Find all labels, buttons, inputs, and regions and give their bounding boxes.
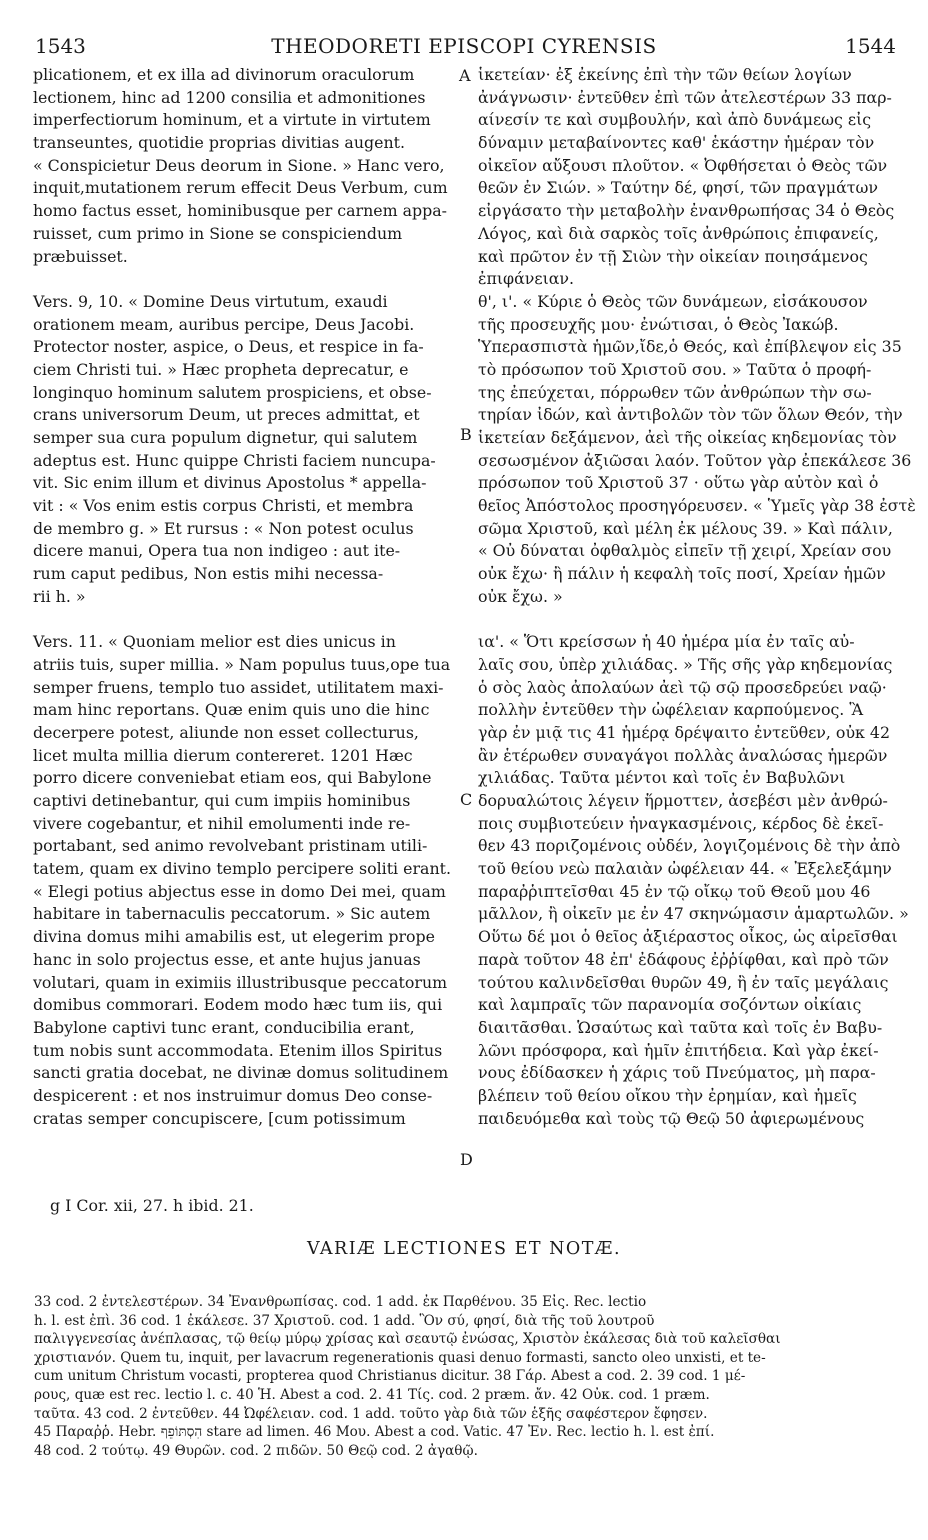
text-line: ποις συμβιοτεύειν ἠναγκασμένοις, κέρδος δὲ ἐκεῖ- [478,813,884,833]
margin-marker-b: B [460,425,472,444]
text-line: semper fruens, templo tuo assidet, utilitatem maxi- [33,677,444,697]
text-line: Protector noster, aspice, o Deus, et respice in fa- [33,337,424,357]
text-line: volutari, quam in eximiis illustribusque peccatorum [33,972,448,992]
text-line: cum unitum Christum vocasti, propterea quod Christianus dicitur. 38 Γάρ. Abest a cod. 2. 39 cod. 1 μέ- [34,1368,746,1385]
text-line: hanc in solo projectus esse, et ante hujus januas [33,949,421,969]
text-line: τοῦ θείου νεὼ παλαιὰν ὠφέλειαν 44. « Ἐξελεξάμην [478,859,892,879]
text-line: orationem meam, auribus percipe, Deus Jacobi. [33,314,415,334]
text-line: despicerent : et nos instruimur domus Deo conse- [33,1085,433,1105]
text-line: inquit,mutationem rerum effecit Deus Verbum, cum [33,178,448,198]
text-line: παρὰ τοῦτον 48 ἐπ' ἐδάφους ἐῤῥίφθαι, καὶ πρὸ τῶν [478,949,889,969]
text-line: rii h. » [33,586,86,606]
text-line: γὰρ ἐν μιᾷ τις 41 ἡμέρᾳ δρέψαιτο ἐντεῦθεν, οὐκ 42 [478,722,891,742]
text-line: tum nobis sunt accommodata. Etenim illos Spiritus [33,1040,443,1060]
text-line: transeuntes, quotidie proprias divitias augent. [33,133,405,153]
greek-paragraph-1 [478,64,898,291]
text-line: lectionem, hinc ad 1200 consilia et admonitiones [33,87,426,107]
text-line: Οὕτω δέ μοι ὁ θεῖος ἀξιέραστος οἶκος, ὡς αἱρεῖσθαι [478,927,898,947]
text-line: τὸ πρόσωπον τοῦ Χριστοῦ σου. » Ταῦτα ὁ προφή- [478,359,872,379]
text-line: παλιγγενεσίας ἀνέπλασας, τῷ θείῳ μύρῳ χρίσας καὶ σεαυτῷ ἐνώσας, Χριστὸν ἐκάλεσας διὰ τοῦ καλεῖσθαι [34,1331,781,1348]
text-line: mam hinc reportans. Quæ enim quis uno die hinc [33,700,430,720]
text-line: ruisset, cum primo in Sione se conspiciendum [33,223,403,243]
text-line: ciem Christi tui. » Hæc propheta deprecatur, e [33,359,409,379]
text-line: 45 Παραῤῥ. Hebr. הִסְתּוֹפֵף stare ad limen. 46 Μου. Abest a cod. Vatic. 47 Ἐν. Rec. lectio h. l. est ἐπί. [34,1424,715,1441]
text-line: captivi detinebantur, qui cum impiis hominibus [33,791,411,810]
text-line: θεῶν ἐν Σιών. » Ταύτην δέ, φησί, τῶν πραγμάτων [478,178,878,198]
text-line: οἰκεῖον αὔξουσι πλοῦτον. « Ὀφθήσεται ὁ Θεὸς τῶν [478,155,888,175]
text-line: portabant, sed animo revolvebant pristinam utili- [33,836,428,856]
text-line: Vers. 9, 10. « Domine Deus virtutum, exaudi [33,291,388,311]
text-line: σῶμα Χριστοῦ, καὶ μέλη ἐκ μέλους 39. » Καὶ πάλιν, [478,518,893,538]
text-line: βλέπειν τοῦ θείου οἴκου τὴν ἐρημίαν, καὶ ἡμεῖς [478,1085,857,1105]
text-line: πρόσωπον τοῦ Χριστοῦ 37 · οὕτω γὰρ αὐτὸν καὶ ὁ [478,473,879,493]
text-line: τηρίαν ἰδών, καὶ ἀντιβολῶν τὸν τῶν ὅλων Θεόν, τὴν [478,405,903,425]
text-line: νους ἐδίδασκεν ἡ χάρις τοῦ Πνεύματος, μὴ παρα- [478,1063,876,1083]
text-line: Babylone captivi tunc erant, conducibilia erant, [33,1017,415,1037]
text-line: καὶ πρῶτον ἐν τῇ Σιὼν τὴν οἰκείαν ποιησάμενος [478,246,868,266]
text-line: θεῖος Ἀπόστολος προσηγόρευσεν. « Ὑμεῖς γὰρ 38 ἐστὲ [478,496,916,516]
text-line: 33 cod. 2 ἐντελεστέρων. 34 Ἐνανθρωπίσας. cod. 1 add. ἐκ Παρθένου. 35 Εἰς. Rec. lectio [34,1294,647,1310]
greek-paragraph-2 [478,291,916,609]
footnotes: g I Cor. xii, 27. h ibid. 21. [50,1196,254,1215]
text-line: sancti gratia docebat, ne divinæ domus solitudinem [33,1063,449,1083]
variae-lectiones-title: VARIÆ LECTIONES ET NOTÆ. [306,1239,622,1259]
text-line: ἂν ἑτέρωθεν συναγάγοι πολλὰς ἀναλώσας ἡμερῶν [478,745,888,765]
greek-column [478,64,916,1130]
text-line: λαῖς σου, ὑπὲρ χιλιάδας. » Τῆς σῆς γὰρ κηδεμονίας [478,654,893,674]
text-line: habitare in tabernaculis peccatorum. » Sic autem [33,904,431,924]
text-line: ἐπιφάνειαν. [478,269,575,289]
text-line: porro dicere conveniebat etiam eos, qui Babylone [33,768,432,788]
text-line: divina domus mihi amabilis est, ut elegerim prope [33,927,435,947]
text-line: σεσωσμένον ἀξιῶσαι λαόν. Τοῦτον γὰρ ἐπεκάλεσε 36 [478,450,912,470]
text-line: ἱκετείαν· ἐξ ἐκείνης ἐπὶ τὴν τῶν θείων λογίων [478,65,852,84]
text-line: de membro g. » Et rursus : « Non potest oculus [33,518,414,538]
text-line: « Conspicietur Deus deorum in Sione. » Hanc vero, [33,155,445,175]
text-line: homo factus esset, hominibusque per carnem appa- [33,201,448,221]
text-line: tatem, quam ex divino templo percipere soliti erant. [33,859,451,879]
text-line: καὶ λαμπραῖς τῶν παρανομία σοζόντων οἰκίαις [478,995,862,1015]
variae-lectiones-notes [34,1293,896,1460]
margin-marker-d: D [460,1150,473,1169]
text-line: μᾶλλον, ἢ οἰκεῖν με ἐν 47 σκηνώμασιν ἁμαρτωλῶν. » [478,904,909,924]
text-line: rum caput pedibus, Non estis mihi necessa- [33,564,384,584]
text-line: ρους, quæ est rec. lectio l. c. 40 Ἡ. Abest a cod. 2. 41 Τίς. cod. 2 præm. ἄν. 42 Οὐκ. cod. 1 præm. [34,1386,710,1403]
text-line: θεν 43 ποριζομένοις οὐδέν, λογιζομένοις δὲ τὴν ἀπὸ [478,836,901,856]
text-line: imperfectiorum hominum, et a virtute in virtutem [33,110,431,130]
text-line: dicere manui, Opera tua non indigeo : aut ite- [33,541,401,561]
text-line: vit : « Vos enim estis corpus Christi, et membra [33,496,414,516]
text-line: 48 cod. 2 τούτῳ. 49 Θυρῶν. cod. 2 πιδῶν. 50 Θεῷ cod. 2 ἀγαθῷ. [34,1442,478,1459]
text-line: præbuisset. [33,246,128,266]
text-line: θ', ι'. « Κύριε ὁ Θεὸς τῶν δυνάμεων, εἰσάκουσον [478,291,868,311]
text-line: εἰργάσατο τὴν μεταβολὴν ἐνανθρωπήσας 34 ὁ Θεὸς [478,201,895,221]
latin-paragraph-1 [33,64,458,268]
text-line: adeptus est. Hunc quippe Christi faciem nuncupa- [33,450,436,470]
text-line: τῆς προσευχῆς μου· ἐνώτισαι, ὁ Θεὸς Ἰακώβ. [478,314,839,334]
text-line: χιλιάδας. Ταῦτα μέντοι καὶ τοῖς ἐν Βαβυλῶνι [478,768,846,788]
text-line: ταῦτα. 43 cod. 2 ἐντεῦθεν. 44 Ὠφέλειαν. cod. 1 add. τοῦτο γὰρ διὰ τῶν ἑξῆς σαφέστερον ἔφησεν. [34,1405,708,1422]
latin-paragraph-2 [33,291,458,609]
text-line: ὁ σὸς λαὸς ἀπολαύων ἀεὶ τῷ σῷ προσεδρεύει ναῷ· [478,677,887,697]
text-line: domibus commorari. Eodem modo hæc tum iis, qui [33,995,443,1015]
text-line: δύναμιν μεταβαίνοντες καθ' ἑκάστην ἡμέραν τὸν [478,133,875,153]
text-line: vivere cogebantur, et nihil emolumenti inde re- [33,813,411,833]
running-title: THEODORETI EPISCOPI CYRENSIS [271,34,657,58]
text-line: πολλὴν ἐντεῦθεν τὴν ὠφέλειαν καρπούμενος. Ἃ [478,700,864,720]
text-line: vit. Sic enim illum et divinus Apostolus * appella- [33,473,427,493]
margin-marker-a: A [459,66,471,85]
text-line: Vers. 11. « Quoniam melior est dies unicus in [33,632,396,652]
text-line: τούτου καλινδεῖσθαι θυρῶν 49, ἢ ἐν ταῖς μεγάλαις [478,972,889,992]
greek-paragraph-3 [478,631,909,1130]
page-number-left: 1543 [35,34,86,58]
margin-marker-c: C [460,790,473,809]
text-line: διαιτᾶσθαι. Ὡσαύτως καὶ ταῦτα καὶ τοῖς ἐν Βαβυ- [478,1017,883,1037]
latin-column [33,64,458,1130]
text-line: semper sua cura populum dignetur, qui salutem [33,428,418,447]
text-line: οὐκ ἔχω· ἢ πάλιν ἡ κεφαλὴ τοῖς ποσί, Χρείαν ἡμῶν [478,564,886,584]
text-line: χριστιανόν. Quem tu, inquit, per lavacrum regenerationis quasi denuo formasti, sancto oleo unxisti, et te- [34,1349,766,1366]
text-line: λῶνι πρόσφορα, καὶ ἡμῖν ἐπιτήδεια. Καὶ γὰρ ἐκεί- [478,1040,879,1060]
text-line: decerpere potest, aliunde non esset collecturus, [33,722,419,742]
latin-paragraph-3 [33,631,458,1130]
text-line: αίνεσίν τε καὶ συμβουλήν, καὶ ἀπὸ δυνάμεως εἰς [478,110,872,130]
text-line: h. l. est ἐπὶ. 36 cod. 1 ἐκάλεσε. 37 Χριστοῦ. cod. 1 add. Ὃν σύ, φησί, διὰ τῆς τοῦ λουτροῦ [34,1312,655,1329]
text-line: « Οὐ δύναται ὀφθαλμὸς εἰπεῖν τῇ χειρί, Χρείαν σου [478,541,892,561]
text-line: « Elegi potius abjectus esse in domo Dei mei, quam [33,881,446,901]
text-line: crans universorum Deum, ut preces admittat, et [33,405,420,425]
text-line: παιδευόμεθα καὶ τοὺς τῷ Θεῷ 50 ἀφιερωμένους [478,1108,865,1128]
text-line: της ἐπεύχεται, πόρρωθεν τῶν ἀνθρώπων τὴν σω- [478,382,872,402]
text-line: cratas semper concupiscere, [cum potissimum [33,1108,406,1128]
page-number-right: 1544 [845,34,896,58]
text-line: Ὑπερασπιστὰ ἡμῶν,ἴδε,ὁ Θεός, καὶ ἐπίβλεψον εἰς 35 [478,337,902,357]
text-line: παραῤῥιπτεῖσθαι 45 ἐν τῷ οἴκῳ τοῦ Θεοῦ μου 46 [478,881,871,901]
text-line: longinquo hominum salutem prospiciens, et obse- [33,382,432,402]
text-line: οὐκ ἔχω. » [478,586,563,606]
text-line: plicationem, et ex illa ad divinorum oraculorum [33,65,415,84]
text-line: licet multa millia dierum contereret. 1201 Hæc [33,745,413,765]
text-line: ἀνάγνωσιν· ἐντεῦθεν ἐπὶ τῶν ἀτελεστέρων 33 παρ- [478,87,892,107]
text-line: ια'. « Ὅτι κρείσσων ἡ 40 ἡμέρα μία ἐν ταῖς αὐ- [478,632,855,652]
text-line: atriis tuis, super millia. » Nam populus tuus,ope tua [33,654,451,674]
text-line: δορυαλώτοις λέγειν ἥρμοττεν, ἀσεβέσι μὲν ἀνθρώ- [478,791,888,810]
text-line: ἱκετείαν δεξάμενον, ἀεὶ τῆς οἰκείας κηδεμονίας τὸν [478,428,897,447]
text-line: Λόγος, καὶ διὰ σαρκὸς τοῖς ἀνθρώποις ἐπιφανείς, [478,223,879,243]
